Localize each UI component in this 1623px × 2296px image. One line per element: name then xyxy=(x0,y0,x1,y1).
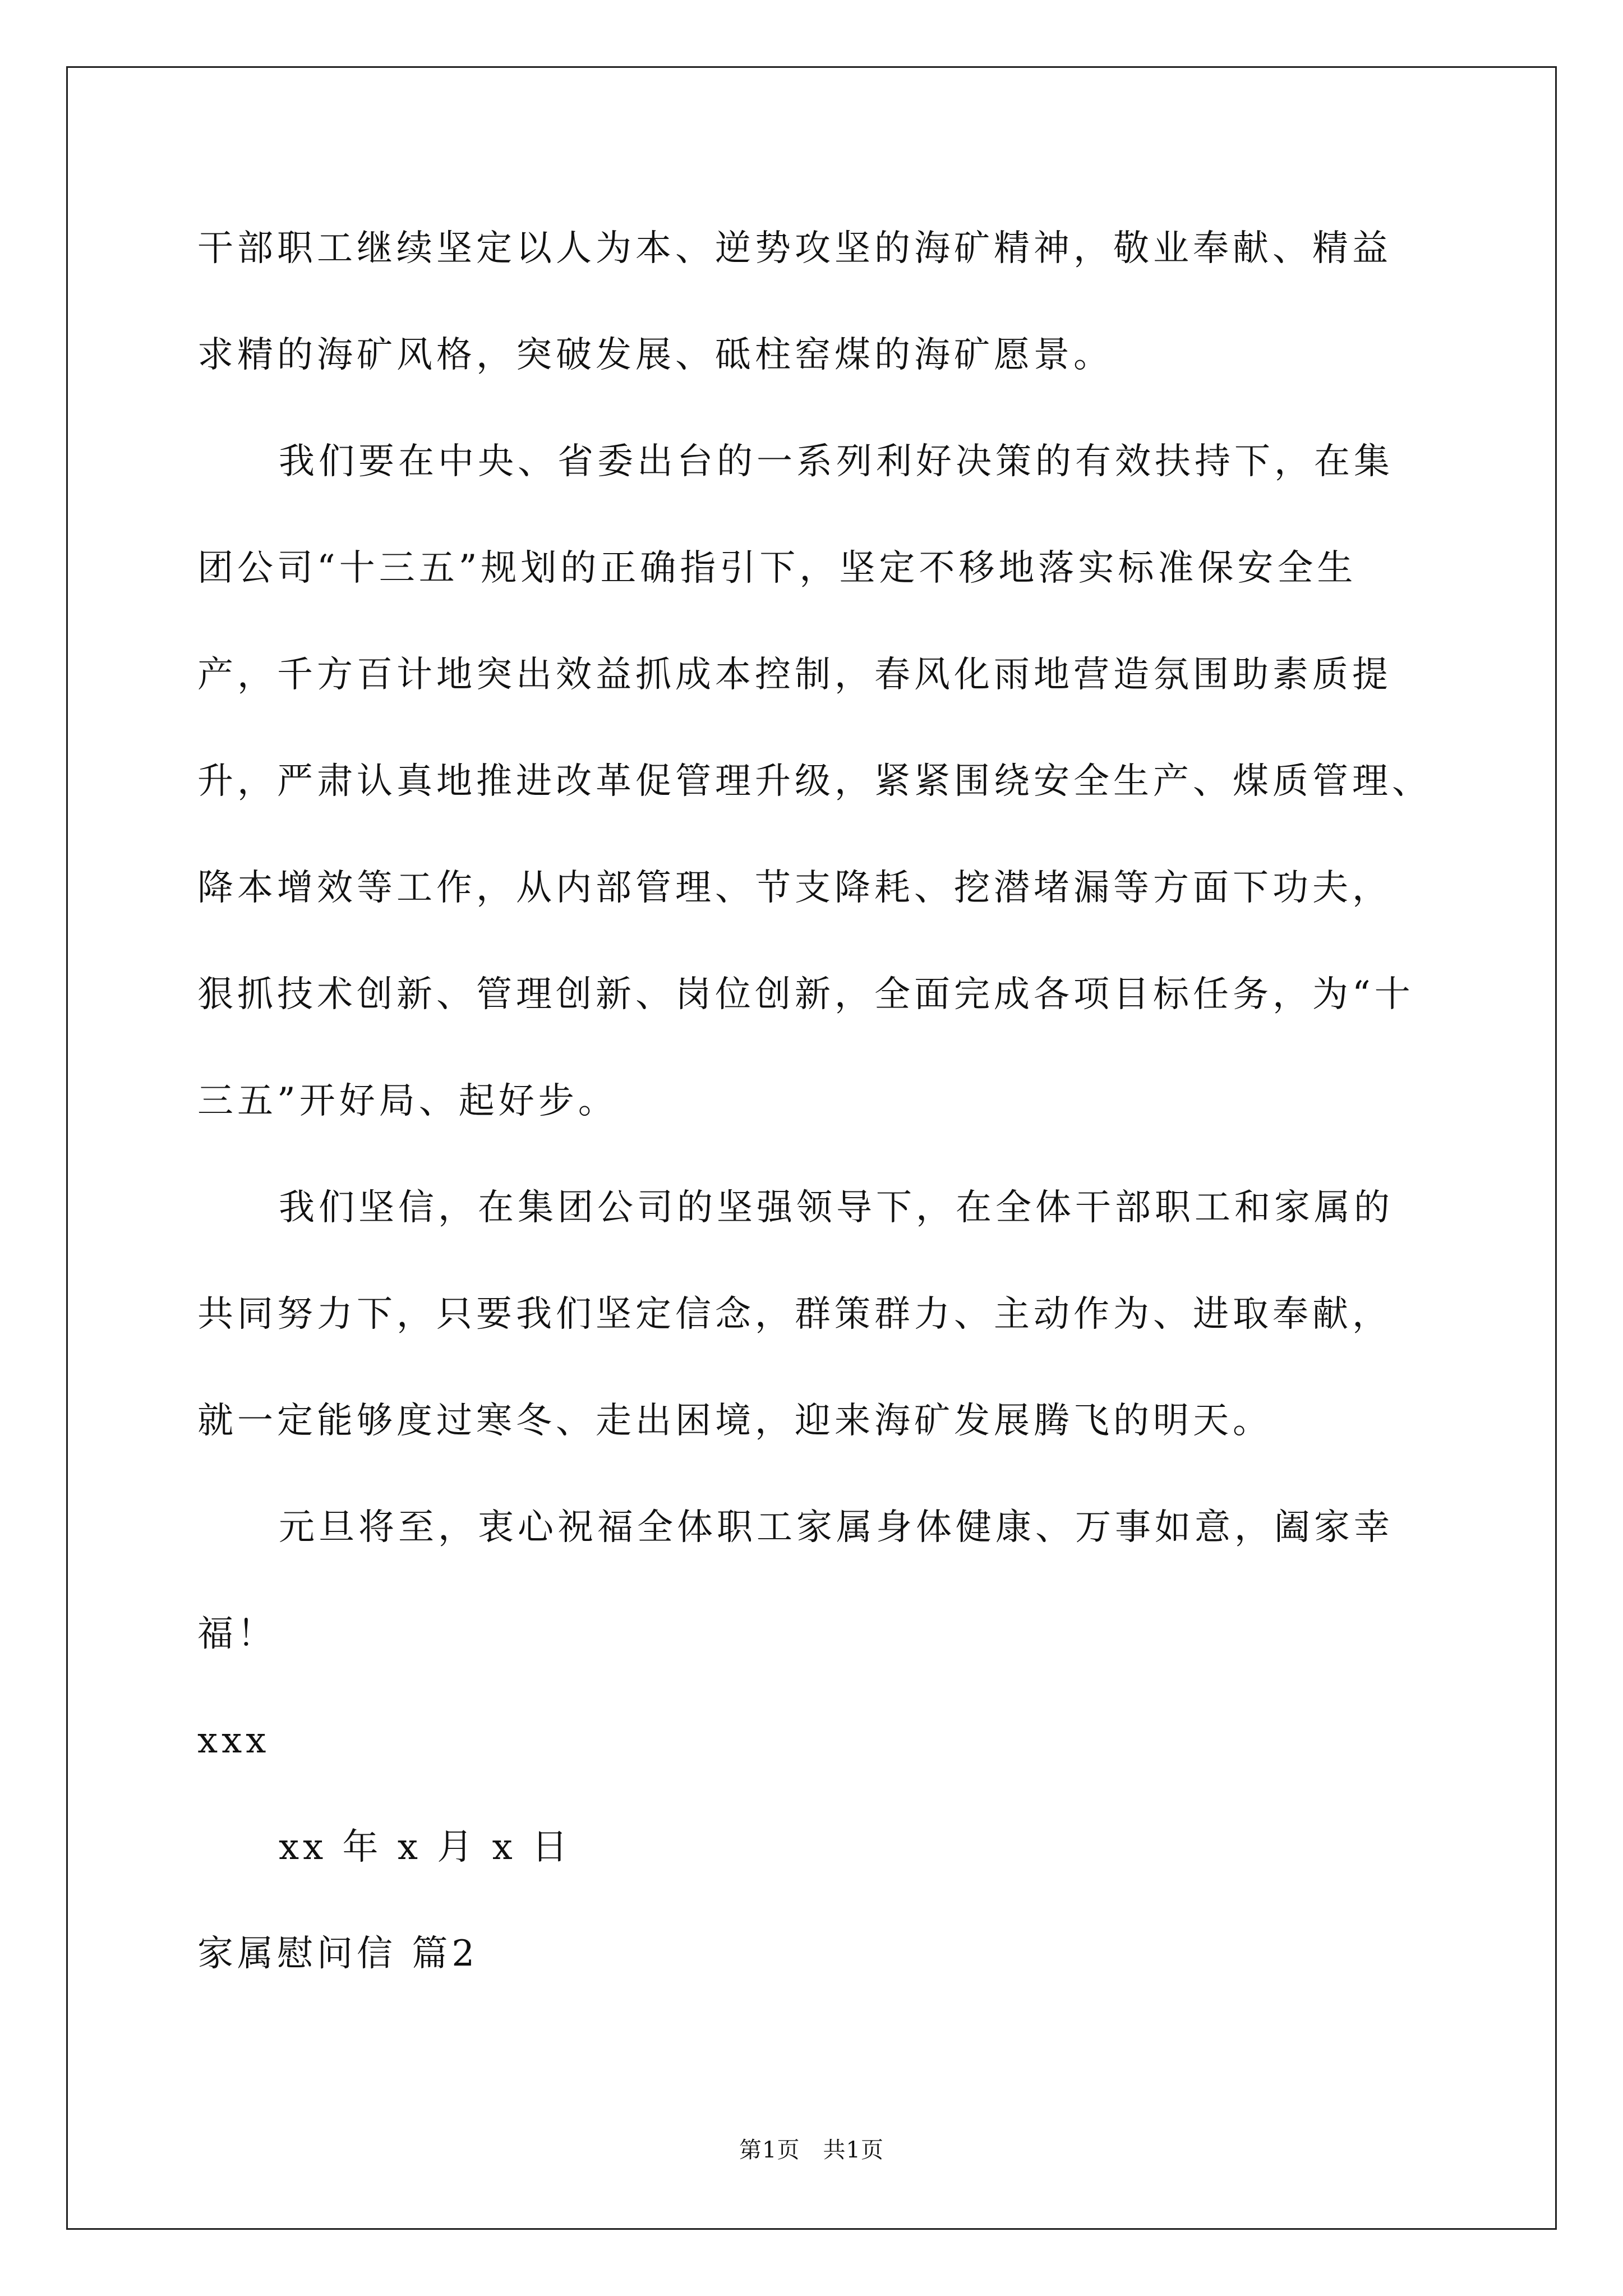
date-line: xx 年 x 月 x 日 xyxy=(279,1826,572,1868)
paragraph-start-line: 我们要在中央、省委出台的一系列利好决策的有效扶持下，在集 xyxy=(279,441,1394,482)
signature: xxx xyxy=(197,1720,270,1761)
paragraph-start-line: 我们坚信，在集团公司的坚强领导下，在全体干部职工和家属的 xyxy=(279,1187,1394,1228)
body-text-line: 狠抓技术创新、管理创新、岗位创新，全面完成各项目标任务，为“十 xyxy=(197,974,1414,1015)
body-text-line: 就一定能够度过寒冬、走出困境，迎来海矿发展腾飞的明天。 xyxy=(197,1400,1272,1442)
paragraph-start-line: 元旦将至，衷心祝福全体职工家属身体健康、万事如意，阖家幸 xyxy=(279,1507,1394,1548)
page-border xyxy=(66,66,1557,2230)
page-footer: 第1页 共1页 xyxy=(739,2137,884,2163)
body-text-line: 产，千方百计地突出效益抓成本控制，春风化雨地营造氛围助素质提 xyxy=(197,654,1392,696)
body-text-line: 升，严肃认真地推进改革促管理升级，紧紧围绕安全生产、煤质管理、 xyxy=(197,761,1432,802)
body-text-line: 干部职工继续坚定以人为本、逆势攻坚的海矿精神，敬业奉献、精益 xyxy=(197,228,1392,269)
body-text-line: 求精的海矿风格，突破发展、砥柱窑煤的海矿愿景。 xyxy=(197,334,1113,376)
next-section-title: 家属慰问信 篇2 xyxy=(197,1933,479,1975)
body-text-line: 共同努力下，只要我们坚定信念，群策群力、主动作为、进取奉献， xyxy=(197,1294,1392,1335)
body-text-line: 降本增效等工作，从内部管理、节支降耗、挖潜堵漏等方面下功夫， xyxy=(197,867,1392,909)
body-text-line: 三五”开好局、起好步。 xyxy=(197,1080,618,1122)
body-text-line: 团公司“十三五”规划的正确指引下，坚定不移地落实标准保安全生 xyxy=(197,547,1357,589)
body-text-line: 福！ xyxy=(197,1613,277,1655)
